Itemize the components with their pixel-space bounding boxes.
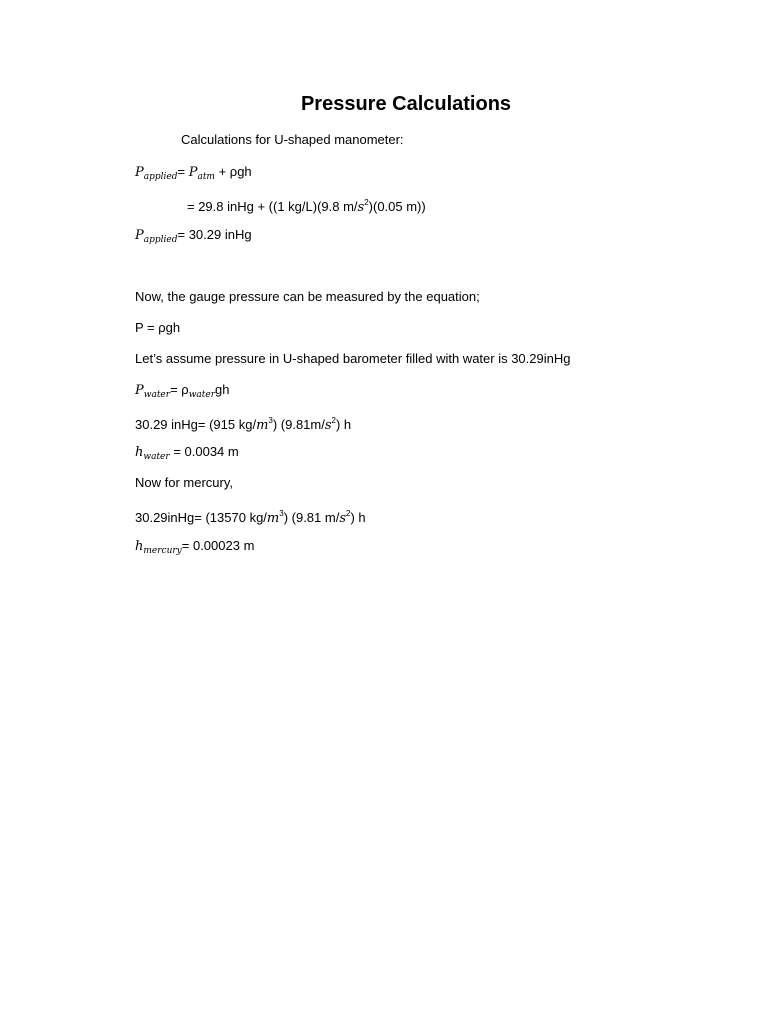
eq4-mid: = ρ <box>170 382 189 397</box>
mercury-intro-line: Now for mercury, <box>135 475 233 490</box>
var-p: P <box>135 383 144 398</box>
equation-mercury-values <box>135 505 366 528</box>
unit-s-sup: 2 <box>364 198 369 207</box>
equation-mercury-height <box>135 537 254 560</box>
eq3-tail: = 30.29 inHg <box>177 227 252 242</box>
var-h: h <box>135 539 144 554</box>
eq7-text-a: 30.29inHg= (13570 kg/ <box>135 510 267 525</box>
unit-m-sup: 3 <box>279 509 284 518</box>
page-title: Pressure Calculations <box>300 93 512 115</box>
unit-s-sup: 2 <box>345 509 351 518</box>
sub-water-rho: water <box>188 390 216 400</box>
eq4-tail: gh <box>215 382 230 397</box>
sub-mercury: mercury <box>143 546 182 556</box>
unit-s: s <box>357 200 365 215</box>
eq6-tail: = 0.0034 m <box>169 444 239 459</box>
unit-m-sup: 3 <box>268 416 273 425</box>
eq1-mid: = <box>177 164 189 179</box>
var-h: h <box>135 445 144 460</box>
eq5-text-a: 30.29 inHg= (915 kg/ <box>135 417 257 432</box>
equation-water-values <box>135 412 351 435</box>
unit-s: s <box>324 418 332 433</box>
equation-applied-pressure <box>135 163 252 186</box>
eq5-text-c: ) h <box>335 417 352 432</box>
sub-atm: atm <box>197 172 215 182</box>
unit-s-sup: 2 <box>331 416 336 425</box>
eq2-text-b: )(0.05 m)) <box>368 199 426 214</box>
gauge-equation: P = ρgh <box>135 320 181 335</box>
sub-applied: applied <box>143 172 178 182</box>
sub-water: water <box>143 452 170 462</box>
eq2-text-a: = 29.8 inHg + ((1 kg/L)(9.8 m/ <box>187 199 358 214</box>
eq1-tail: + ρgh <box>214 164 252 179</box>
equation-water-pressure <box>135 381 229 404</box>
eq7-text-c: ) h <box>350 510 366 525</box>
equation-water-height <box>135 443 239 466</box>
var-p-atm: P <box>188 165 198 180</box>
eq7-text-b: ) (9.81 m/ <box>283 510 340 525</box>
equation-applied-result <box>135 226 252 249</box>
var-p: P <box>135 228 144 243</box>
intro-line: Calculations for U-shaped manometer: <box>181 132 404 147</box>
equation-substitution <box>187 194 426 217</box>
sub-applied: applied <box>143 235 178 245</box>
assumption-line: Let’s assume pressure in U-shaped barometer filled with water is 30.29inHg <box>135 351 571 366</box>
unit-s: s <box>339 511 346 526</box>
var-p: P <box>135 165 144 180</box>
sub-water: water <box>143 390 171 400</box>
unit-m: m <box>266 511 280 526</box>
unit-m: m <box>256 418 269 433</box>
eq5-text-b: ) (9.81m/ <box>272 417 325 432</box>
eq8-tail: = 0.00023 m <box>181 538 255 553</box>
gauge-intro-line: Now, the gauge pressure can be measured by the equation; <box>135 289 480 304</box>
